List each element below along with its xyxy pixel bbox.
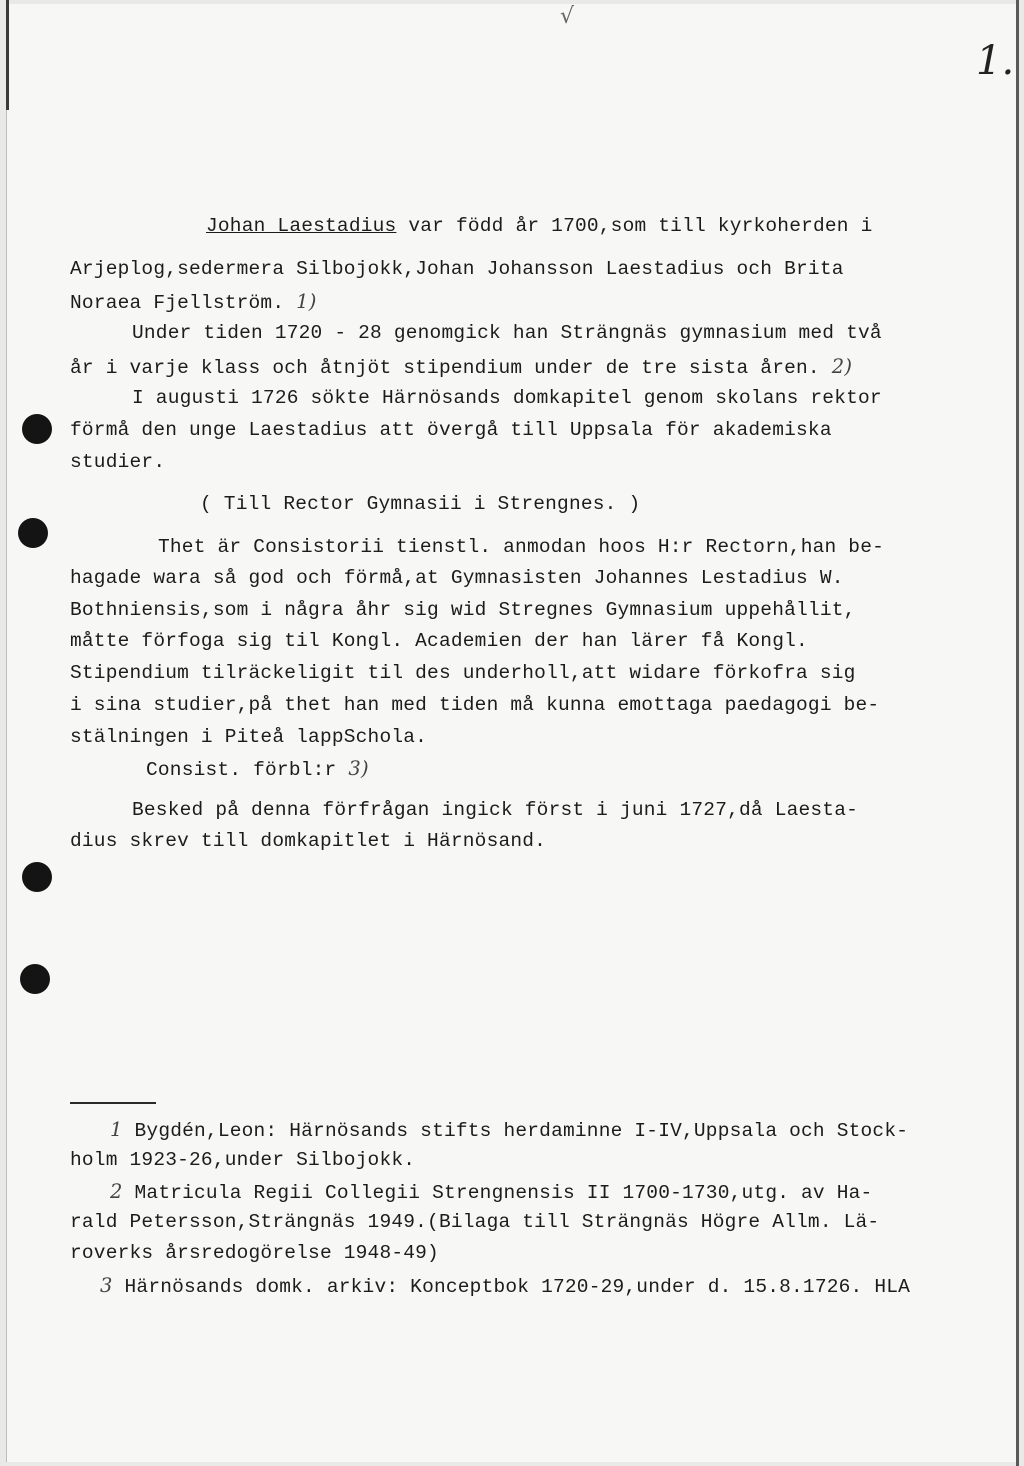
footnote-2-mark: 2 bbox=[110, 1180, 123, 1203]
paragraph-3-line-2: förmå den unge Laestadius att övergå till Uppsala för akademiska bbox=[70, 419, 832, 441]
footnote-3-mark: 3 bbox=[100, 1274, 113, 1297]
punch-hole-2 bbox=[18, 518, 48, 548]
paragraph-1-line-3: Noraea Fjellström. 1) bbox=[70, 290, 317, 314]
quote-line-3: Bothniensis,som i några åhr sig wid Stregnes Gymnasium uppehållit, bbox=[70, 599, 856, 621]
quote-heading: ( Till Rector Gymnasii i Strengnes. ) bbox=[200, 493, 641, 515]
subject-name: Johan Laestadius bbox=[206, 215, 397, 237]
quote-line-1: Thet är Consistorii tienstl. anmodan hoos H:r Rectorn,han be- bbox=[158, 536, 885, 558]
punch-hole-1 bbox=[22, 414, 52, 444]
paragraph-4-line-2: dius skrev till domkapitlet i Härnösand. bbox=[70, 830, 547, 852]
punch-hole-3 bbox=[22, 862, 52, 892]
paragraph-4-line-1: Besked på denna förfrågan ingick först i juni 1727,då Laesta- bbox=[132, 799, 859, 821]
paragraph-1-line-1: Johan Laestadius var född år 1700,som till kyrkoherden i bbox=[206, 215, 873, 237]
quote-line-2: hagade wara så god och förmå,at Gymnasisten Johannes Lestadius W. bbox=[70, 567, 844, 589]
quote-line-6: i sina studier,på thet han med tiden må kunna emottaga paedagogi be- bbox=[70, 694, 880, 716]
paragraph-3-line-3: studier. bbox=[70, 451, 166, 473]
footnote-ref-1: 1) bbox=[296, 290, 317, 313]
punch-hole-4 bbox=[20, 964, 50, 994]
quote-signature: Consist. förbl:r 3) bbox=[146, 757, 369, 781]
footnote-1-line-1: 1 Bygdén,Leon: Härnösands stifts herdaminne I-IV,Uppsala och Stock- bbox=[110, 1118, 909, 1142]
footnote-2-line-1: 2 Matricula Regii Collegii Strengnensis II 1700-1730,utg. av Ha- bbox=[110, 1180, 873, 1204]
quote-line-7: stälningen i Piteå lappSchola. bbox=[70, 726, 428, 748]
paragraph-1-line-2: Arjeplog,sedermera Silbojokk,Johan Johansson Laestadius och Brita bbox=[70, 258, 844, 280]
footnote-2-line-2: rald Petersson,Strängnäs 1949.(Bilaga till Strängnäs Högre Allm. Lä- bbox=[70, 1211, 880, 1233]
footnote-ref-2: 2) bbox=[831, 355, 853, 378]
footnote-2-line-3: roverks årsredogörelse 1948-49) bbox=[70, 1242, 439, 1264]
quote-line-5: Stipendium tilräckeligit til des underholl,att widare förkofra sig bbox=[70, 662, 856, 684]
page-edge-shadow bbox=[6, 0, 9, 110]
paragraph-2-line-2: år i varje klass och åtnjöt stipendium under de tre sista åren. 2) bbox=[70, 355, 853, 379]
paragraph-3-line-1: I augusti 1726 sökte Härnösands domkapitel genom skolans rektor bbox=[132, 387, 882, 409]
quote-line-4: måtte förfoga sig til Kongl. Academien der han lärer få Kongl. bbox=[70, 630, 808, 652]
footnote-1-mark: 1 bbox=[110, 1118, 123, 1141]
page-number: 1. bbox=[976, 38, 1015, 84]
paragraph-2-line-1: Under tiden 1720 - 28 genomgick han Strängnäs gymnasium med två bbox=[132, 322, 882, 344]
footnote-separator bbox=[70, 1102, 156, 1104]
page-edge-shadow-right bbox=[1016, 0, 1019, 1466]
footnote-1-line-2: holm 1923-26,under Silbojokk. bbox=[70, 1149, 416, 1171]
check-mark: √ bbox=[560, 4, 575, 29]
footnote-3-line-1: 3 Härnösands domk. arkiv: Konceptbok 1720-29,under d. 15.8.1726. HLA bbox=[100, 1274, 911, 1298]
footnote-ref-3: 3) bbox=[348, 757, 369, 780]
